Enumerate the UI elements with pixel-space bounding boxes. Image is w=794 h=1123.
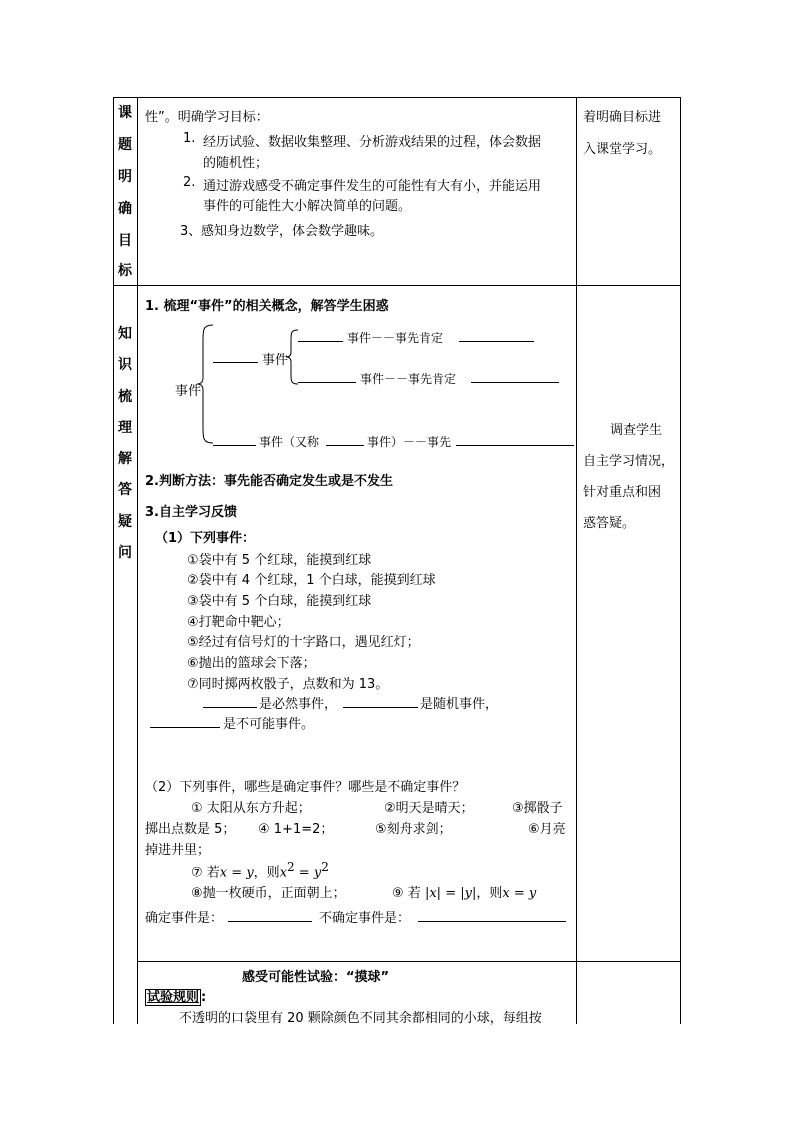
branch-c-mid-blank xyxy=(326,433,364,446)
question-2-title: （2）下列事件，哪些是确定事件？哪些是不确定事件？ xyxy=(145,780,466,795)
side-char: 理 xyxy=(118,420,132,436)
goal-1-line1: 经历试验、数据收集整理、分析游戏结果的过程，体会数据 xyxy=(203,135,542,150)
rule-colon: : xyxy=(201,990,207,1005)
q1-item: ①袋中有 5 个红球，能摸到红球 xyxy=(187,553,372,568)
math-exp: 2 xyxy=(287,860,295,874)
math-eq: = xyxy=(509,886,529,901)
q2-item-8: ⑧抛一枚硬币，正面朝上； xyxy=(191,886,346,901)
math-y-sq: y xyxy=(313,865,322,881)
q2-item-9-mid: ，则 xyxy=(476,886,503,901)
goal-2-line1: 通过游戏感受不确定事件发生的可能性有大有小，并能运用 xyxy=(203,179,542,194)
q1-item: ⑦同时掷两枚骰子，点数和为 13。 xyxy=(187,677,389,692)
branch-b-end-blank xyxy=(471,370,559,383)
q2-item: ⑥月亮 xyxy=(528,822,566,837)
answer-blank-b xyxy=(418,909,566,922)
q2-item-7-lead: ⑦ 若 xyxy=(191,865,220,881)
math-eq: = xyxy=(227,865,247,881)
q2-item: 掷出点数是 5； xyxy=(145,822,236,837)
fill-blank-a xyxy=(203,695,257,708)
side-char: 梳 xyxy=(118,389,132,405)
side-char: 确 xyxy=(118,201,132,217)
math-abs-bar: | xyxy=(436,886,442,901)
row2-note-line: 调查学生 xyxy=(610,423,663,438)
q1-fill-b: 是随机事件， xyxy=(420,697,499,712)
side-char: 疑 xyxy=(118,514,132,530)
table-divider-col2 xyxy=(576,97,577,1024)
question-1-title: （1）下列事件： xyxy=(155,531,256,546)
fill-blank-b xyxy=(343,695,418,708)
q2-answer-label-b: 不确定事件是： xyxy=(319,911,411,926)
section-2-title: 2.判断方法：事先能否确定发生或是不发生 xyxy=(145,474,393,489)
math-y: y xyxy=(246,865,254,881)
experiment-title: 感受可能性试验：“摸球” xyxy=(242,970,390,985)
side-char: 知 xyxy=(118,326,132,342)
q2-item-7-mid: ，则 xyxy=(253,865,280,881)
goal-1-num: 1. xyxy=(183,131,196,146)
mid-blank xyxy=(213,350,258,363)
side-char: 问 xyxy=(118,545,132,561)
q2-item-9-lead: ⑨ 若 xyxy=(392,886,421,901)
diagram-branch-c-1: 事件（又称 xyxy=(259,435,320,449)
rule-label xyxy=(145,986,206,1005)
branch-c-end-blank xyxy=(456,433,574,446)
branch-b-blank xyxy=(298,370,356,383)
math-x-eq-y: x xyxy=(219,865,228,881)
diagram-branch-b: 事件－－事先肯定 xyxy=(360,372,457,386)
q2-item: ① 太阳从东方升起； xyxy=(191,801,311,816)
answer-blank-a xyxy=(228,909,312,922)
diagram-branch-a: 事件－－事先肯定 xyxy=(347,331,444,345)
q2-item: ⑤刻舟求剑； xyxy=(375,822,452,837)
math-x: x xyxy=(502,886,510,901)
goal-1-line2: 的随机性； xyxy=(203,156,269,171)
branch-a-end-blank xyxy=(459,329,534,342)
q2-item: ③掷骰子 xyxy=(512,801,563,816)
q2-answer-label-a: 确定事件是： xyxy=(145,911,224,926)
side-char: 目 xyxy=(118,233,132,249)
q2-item: ②明天是晴天； xyxy=(384,801,474,816)
table-border-left xyxy=(113,97,114,1024)
math-abs-bar: | xyxy=(460,886,465,901)
side-char: 课 xyxy=(118,105,132,121)
q2-item: 掉进井里； xyxy=(145,843,211,858)
table-border-top xyxy=(113,97,681,98)
math-eq: = xyxy=(441,886,461,901)
side-char: 答 xyxy=(118,482,132,498)
side-char: 识 xyxy=(118,357,132,373)
diagram-root-label: 事件 xyxy=(175,384,202,399)
goal-2-line2: 事件的可能性大小解决简单的问题。 xyxy=(203,199,412,214)
table-row-divider-2 xyxy=(137,961,681,962)
diagram-mid-label: 事件 xyxy=(262,353,289,368)
table-border-right xyxy=(680,97,681,1024)
q1-item: ③袋中有 5 个白球，能摸到红球 xyxy=(187,594,372,609)
diagram-branch-c-2: 事件）－－事先 xyxy=(367,435,452,449)
event-bracket-diagram xyxy=(195,320,305,450)
side-char: 题 xyxy=(118,137,132,153)
math-abs-bar: | xyxy=(471,886,477,901)
q1-fill-c: 是不可能事件。 xyxy=(223,717,315,732)
q1-item: ⑤经过有信号灯的十字路口，遇见红灯； xyxy=(187,635,420,650)
side-char: 标 xyxy=(118,263,132,279)
branch-c-blank xyxy=(213,433,256,446)
q1-item: ②袋中有 4 个红球，1 个白球，能摸到红球 xyxy=(187,573,436,588)
math-exp: 2 xyxy=(321,860,329,874)
goals-intro: 性”。明确学习目标： xyxy=(145,110,269,125)
row2-note-line: 自主学习情况， xyxy=(583,454,675,469)
q2-item-7 xyxy=(191,860,329,880)
math-x: x xyxy=(429,886,437,901)
row1-note-line1: 着明确目标进 xyxy=(583,110,662,125)
q1-item: ⑥抛出的篮球会下落； xyxy=(187,656,316,671)
math-y: y xyxy=(464,886,472,901)
table-row-divider-1 xyxy=(113,285,681,286)
math-abs-bar: | xyxy=(424,886,430,901)
q1-fill-a: 是必然事件， xyxy=(259,697,338,712)
section-3-title: 3.自主学习反馈 xyxy=(145,505,237,520)
q2-item-9 xyxy=(392,882,536,901)
branch-a-blank xyxy=(298,329,343,342)
math-x-sq: x xyxy=(279,865,288,881)
section-1-title: 1. 梳理“事件”的相关概念，解答学生困惑 xyxy=(145,299,389,314)
goal-2-num: 2. xyxy=(183,175,196,190)
row2-note-line: 针对重点和困 xyxy=(583,485,662,500)
goal-3-line1: 感知身边数学，体会数学趣味。 xyxy=(201,224,384,239)
math-eq: = xyxy=(294,865,314,881)
rule-text: 不透明的口袋里有 20 颗除颜色不同其余都相同的小球，每组按 xyxy=(179,1011,542,1026)
fill-blank-c xyxy=(150,715,220,728)
math-y: y xyxy=(528,886,537,901)
q1-item: ④打靶命中靶心； xyxy=(187,615,290,630)
row2-note-line: 惑答疑。 xyxy=(583,516,636,531)
row1-note-line2: 入课堂学习。 xyxy=(583,142,662,157)
q2-item: ④ 1+1=2； xyxy=(258,822,334,837)
side-char: 明 xyxy=(118,169,132,185)
rule-label-boxed: 试验规则 xyxy=(147,990,200,1005)
table-divider-col1 xyxy=(137,97,138,1024)
goal-3-num: 3、 xyxy=(180,224,202,239)
side-char: 解 xyxy=(118,451,132,467)
